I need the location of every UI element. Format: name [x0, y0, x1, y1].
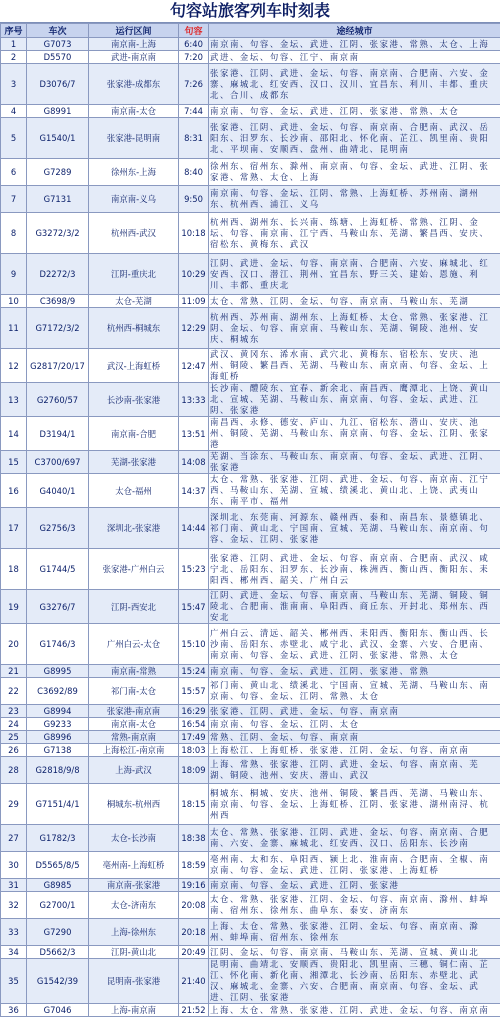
table-row	[1, 624, 500, 665]
train-number: D5570	[27, 51, 89, 64]
table-row	[1, 64, 500, 105]
route-section: 广州白云-太仓	[89, 624, 179, 665]
departure-time: 14:44	[179, 508, 209, 549]
train-number: G8994	[27, 705, 89, 718]
departure-time: 6:40	[179, 38, 209, 51]
train-number: G1782/3	[27, 825, 89, 852]
departure-time: 14:37	[179, 474, 209, 508]
row-number: 19	[1, 590, 27, 624]
train-number: G1746/3	[27, 624, 89, 665]
route-section: 上海-南京南	[89, 1004, 179, 1017]
via-cities: 上海、太仓、常熟、张家港、江阴、武进、金坛、句容、南京南	[209, 1004, 500, 1017]
row-number: 3	[1, 64, 27, 105]
row-number: 16	[1, 474, 27, 508]
departure-time: 20:08	[179, 892, 209, 919]
table-row	[1, 383, 500, 417]
departure-time: 17:49	[179, 731, 209, 744]
via-cities: 广州白云、清远、韶关、郴州西、耒阳西、衡阳东、衡山西、长沙南、岳阳东、赤壁北、咸宁北、武汉、金寨、六安、合肥南、南京南、句容、金坛、武进、江阴、张家港、常熟、太仓	[209, 624, 500, 665]
train-number: G2818/9/8	[27, 757, 89, 784]
route-section: 亳州南-上海虹桥	[89, 852, 179, 879]
row-number: 8	[1, 213, 27, 254]
train-number: G3276/7	[27, 590, 89, 624]
via-cities: 南京南、句容、金坛、武进、江阴、张家港、常熟、太仓	[209, 105, 500, 118]
departure-time: 7:20	[179, 51, 209, 64]
departure-time: 12:29	[179, 308, 209, 349]
train-number: C3692/89	[27, 678, 89, 705]
table-row	[1, 474, 500, 508]
row-number: 30	[1, 852, 27, 879]
route-section: 张家港-成都东	[89, 64, 179, 105]
train-number: G2756/3	[27, 508, 89, 549]
train-number: C3700/697	[27, 451, 89, 474]
route-section: 杭州西-武汉	[89, 213, 179, 254]
via-cities: 太仓、常熟、张家港、江阴、金坛、句容、南京南、滁州、蚌埠南、宿州东、徐州东、曲阜东、泰安、济南东	[209, 892, 500, 919]
departure-time: 13:51	[179, 417, 209, 451]
route-section: 南京南-太仓	[89, 105, 179, 118]
route-section: 桐城东-杭州西	[89, 784, 179, 825]
table-row	[1, 784, 500, 825]
route-section: 武汉-上海虹桥	[89, 349, 179, 383]
table-row	[1, 105, 500, 118]
via-cities: 杭州西、苏州南、湖州东、上海虹桥、太仓、常熟、张家港、江阴、金坛、句容、南京南、马鞍山东、芜湖、铜陵、池州、安庆、桐城东	[209, 308, 500, 349]
row-number: 7	[1, 186, 27, 213]
departure-time: 8:31	[179, 118, 209, 159]
route-section: 太仓-长沙南	[89, 825, 179, 852]
route-section: 徐州东-上海	[89, 159, 179, 186]
route-section: 上海-武汉	[89, 757, 179, 784]
table-row	[1, 38, 500, 51]
row-number: 33	[1, 919, 27, 946]
row-number: 20	[1, 624, 27, 665]
table-row	[1, 919, 500, 946]
via-cities: 亳州南、太和东、阜阳西、颍上北、淮南南、合肥南、全椒、南京南、句容、金坛、武进、江阴、张家港、上海虹桥	[209, 852, 500, 879]
table-row	[1, 254, 500, 295]
departure-time: 19:16	[179, 879, 209, 892]
table-row	[1, 295, 500, 308]
via-cities: 武汉、黄冈东、浠水南、武穴北、黄梅东、宿松东、安庆、池州、铜陵、繁昌西、芜湖、马鞍山东、南京南、句容、金坛、上海虹桥	[209, 349, 500, 383]
row-number: 29	[1, 784, 27, 825]
row-number: 15	[1, 451, 27, 474]
page-title: 句容站旅客列车时刻表	[0, 0, 500, 23]
route-section: 南京南-太仓	[89, 718, 179, 731]
via-cities: 深圳北、东莞南、河源东、赣州西、泰和、南昌东、景德镇北、祁门南、黄山北、宁国南、宣城、芜湖、马鞍山东、南京南、句容、金坛、江阴、张家港	[209, 508, 500, 549]
train-number: G3272/3/2	[27, 213, 89, 254]
train-number: D5565/8/5	[27, 852, 89, 879]
row-number: 35	[1, 959, 27, 1004]
departure-time: 15:24	[179, 665, 209, 678]
table-row	[1, 590, 500, 624]
route-section: 上海-徐州东	[89, 919, 179, 946]
departure-time: 14:08	[179, 451, 209, 474]
table-row	[1, 946, 500, 959]
via-cities: 昆明南、曲靖北、安顺西、贵阳北、凯里南、三穗、铜仁南、芷江、怀化南、新化南、湘潭北、长沙南、岳阳东、赤壁北、武汉、麻城北、金寨、六安、合肥南、南京南、句容、金坛、武进、江阴、张家港	[209, 959, 500, 1004]
train-number: G7046	[27, 1004, 89, 1017]
departure-time: 7:44	[179, 105, 209, 118]
train-number: G1744/5	[27, 549, 89, 590]
departure-time: 10:29	[179, 254, 209, 295]
via-cities: 张家港、江阴、武进、金坛、句容、南京南、合肥南、武汉、咸宁北、岳阳东、汨罗东、长沙南、株洲西、衡山西、衡阳东、耒阳西、郴州西、韶关、广州白云	[209, 549, 500, 590]
departure-time: 9:50	[179, 186, 209, 213]
via-cities: 张家港、江阴、武进、金坛、句容、南京南、合肥南、武汉、岳阳东、汨罗东、长沙南、邵阳北、怀化南、芷江、凯里南、贵阳北、平坝南、安顺西、盘州、曲靖北、昆明南	[209, 118, 500, 159]
via-cities: 徐州东、宿州东、滁州、南京南、句容、金坛、武进、江阴、张家港、常熟、太仓、上海	[209, 159, 500, 186]
row-number: 22	[1, 678, 27, 705]
table-row	[1, 879, 500, 892]
table-row	[1, 678, 500, 705]
departure-time: 11:09	[179, 295, 209, 308]
train-number: G7138	[27, 744, 89, 757]
route-section: 长沙南-张家港	[89, 383, 179, 417]
via-cities: 芜湖、当涂东、马鞍山东、南京南、句容、金坛、武进、江阴、张家港	[209, 451, 500, 474]
train-number: D3076/7	[27, 64, 89, 105]
table-row	[1, 118, 500, 159]
departure-time: 18:09	[179, 757, 209, 784]
departure-time: 20:18	[179, 919, 209, 946]
train-number: G7151/4/1	[27, 784, 89, 825]
departure-time: 13:33	[179, 383, 209, 417]
table-row	[1, 852, 500, 879]
route-section: 南京南-常熟	[89, 665, 179, 678]
route-section: 张家港-广州白云	[89, 549, 179, 590]
departure-time: 7:26	[179, 64, 209, 105]
departure-time: 15:47	[179, 590, 209, 624]
train-number: G2760/57	[27, 383, 89, 417]
departure-time: 8:40	[179, 159, 209, 186]
table-row	[1, 825, 500, 852]
via-cities: 南京南、句容、金坛、江阴、常熟、上海虹桥、苏州南、湖州东、杭州西、浦江、义乌	[209, 186, 500, 213]
train-number: G8985	[27, 879, 89, 892]
row-number: 24	[1, 718, 27, 731]
row-number: 14	[1, 417, 27, 451]
train-number: G7290	[27, 919, 89, 946]
route-section: 上海松江-南京南	[89, 744, 179, 757]
row-number: 13	[1, 383, 27, 417]
row-number: 6	[1, 159, 27, 186]
departure-time: 15:10	[179, 624, 209, 665]
route-section: 常熟-南京南	[89, 731, 179, 744]
via-cities: 张家港、江阴、武进、金坛、句容、南京南、合肥南、六安、金寨、麻城北、红安西、汉口、汉川、宜昌东、利川、丰都、重庆北、合川、成都东	[209, 64, 500, 105]
route-section: 武进-南京南	[89, 51, 179, 64]
row-number: 21	[1, 665, 27, 678]
departure-time: 12:47	[179, 349, 209, 383]
row-number: 26	[1, 744, 27, 757]
via-cities: 上海、常熟、张家港、江阴、武进、金坛、句容、南京南、芜湖、铜陵、池州、安庆、潜山、武汉	[209, 757, 500, 784]
departure-time: 10:18	[179, 213, 209, 254]
row-number: 9	[1, 254, 27, 295]
train-number: G9233	[27, 718, 89, 731]
route-section: 芜湖-张家港	[89, 451, 179, 474]
row-number: 27	[1, 825, 27, 852]
departure-time: 21:52	[179, 1004, 209, 1017]
route-section: 太仓-芜湖	[89, 295, 179, 308]
table-row	[1, 718, 500, 731]
table-row	[1, 51, 500, 64]
via-cities: 江阴、金坛、句容、南京南、马鞍山东、芜湖、宣城、黄山北	[209, 946, 500, 959]
via-cities: 江阴、武进、金坛、句容、南京南、合肥南、六安、麻城北、红安西、汉口、潜江、荆州、宜昌东、野三关、建始、恩施、利川、丰都、重庆北	[209, 254, 500, 295]
route-section: 南京南-义乌	[89, 186, 179, 213]
train-number: C3698/9	[27, 295, 89, 308]
departure-time: 18:59	[179, 852, 209, 879]
table-row	[1, 744, 500, 757]
table-row	[1, 308, 500, 349]
route-section: 太仓-济南东	[89, 892, 179, 919]
train-number: G2817/20/17	[27, 349, 89, 383]
train-number: D5662/3	[27, 946, 89, 959]
via-cities: 张家港、江阴、武进、金坛、句容、南京南	[209, 705, 500, 718]
route-section: 昆明南-张家港	[89, 959, 179, 1004]
row-number: 2	[1, 51, 27, 64]
train-number: G7073	[27, 38, 89, 51]
row-number: 23	[1, 705, 27, 718]
via-cities: 南京南、句容、金坛、武进、江阴、张家港	[209, 879, 500, 892]
departure-time: 16:29	[179, 705, 209, 718]
column-header-cities: 途经城市	[209, 24, 500, 38]
via-cities: 长沙南、醴陵东、宜春、新余北、南昌西、鹰潭北、上饶、黄山北、宣城、芜湖、马鞍山东、南京南、句容、金坛、武进、江阴、张家港	[209, 383, 500, 417]
route-section: 南京南-上海	[89, 38, 179, 51]
table-row	[1, 549, 500, 590]
row-number: 17	[1, 508, 27, 549]
route-section: 南京南-张家港	[89, 879, 179, 892]
via-cities: 上海松江、上海虹桥、张家港、江阴、金坛、句容、南京南	[209, 744, 500, 757]
row-number: 25	[1, 731, 27, 744]
train-number: G2700/1	[27, 892, 89, 919]
train-number: G7289	[27, 159, 89, 186]
table-row	[1, 959, 500, 1004]
column-header-section: 运行区间	[89, 24, 179, 38]
timetable	[0, 23, 500, 1017]
departure-time: 18:03	[179, 744, 209, 757]
train-number: G8991	[27, 105, 89, 118]
table-row	[1, 508, 500, 549]
route-section: 张家港-南京南	[89, 705, 179, 718]
row-number: 11	[1, 308, 27, 349]
via-cities: 祁门南、黄山北、绩溪北、宁国南、宣城、芜湖、马鞍山东、南京南、句容、金坛、江阴、常熟、太仓	[209, 678, 500, 705]
train-number: D2272/3	[27, 254, 89, 295]
row-number: 34	[1, 946, 27, 959]
row-number: 28	[1, 757, 27, 784]
route-section: 南京南-合肥	[89, 417, 179, 451]
via-cities: 南京南、句容、金坛、武进、江阴、张家港、常熟、太仓、上海	[209, 38, 500, 51]
row-number: 10	[1, 295, 27, 308]
departure-time: 16:54	[179, 718, 209, 731]
row-number: 31	[1, 879, 27, 892]
via-cities: 江阴、武进、金坛、句容、南京南、马鞍山东、芜湖、铜陵、铜陵北、合肥南、淮南南、阜阳西、商丘东、开封北、郑州东、西安北	[209, 590, 500, 624]
table-row	[1, 213, 500, 254]
table-row	[1, 159, 500, 186]
via-cities: 上海、太仓、常熟、张家港、江阴、金坛、句容、南京南、滁州、蚌埠南、宿州东、徐州东	[209, 919, 500, 946]
header-row	[1, 24, 500, 38]
train-number: G8995	[27, 665, 89, 678]
table-row	[1, 665, 500, 678]
via-cities: 南京南、句容、金坛、江阴、太仓	[209, 718, 500, 731]
row-number: 18	[1, 549, 27, 590]
train-number: D3194/1	[27, 417, 89, 451]
column-header-time: 句容	[179, 24, 209, 38]
table-row	[1, 705, 500, 718]
table-row	[1, 1004, 500, 1017]
via-cities: 太仓、常熟、张家港、江阴、武进、金坛、句容、南京南、江宁西、马鞍山东、芜湖、宣城、绩溪北、黄山北、上饶、武夷山东、南平市、福州	[209, 474, 500, 508]
via-cities: 南昌西、永修、德安、庐山、九江、宿松东、潜山、安庆、池州、铜陵、芜湖、马鞍山东、南京南、句容、金坛、江阴、张家港	[209, 417, 500, 451]
via-cities: 杭州西、湖州东、长兴南、练塘、上海虹桥、常熟、江阴、金坛、句容、南京南、江宁西、马鞍山东、芜湖、繁昌西、安庆、宿松东、黄梅东、武汉	[209, 213, 500, 254]
via-cities: 桐城东、桐城、安庆、池州、铜陵、繁昌西、芜湖、马鞍山东、南京南、句容、金坛、上海虹桥、江阴、张家港、湖州南浔、杭州西	[209, 784, 500, 825]
route-section: 张家港-昆明南	[89, 118, 179, 159]
row-number: 36	[1, 1004, 27, 1017]
train-number: G4040/1	[27, 474, 89, 508]
via-cities: 太仓、常熟、江阴、金坛、句容、南京南、马鞍山东、芜湖	[209, 295, 500, 308]
via-cities: 常熟、江阴、金坛、句容、南京南	[209, 731, 500, 744]
route-section: 深圳北-张家港	[89, 508, 179, 549]
departure-time: 21:40	[179, 959, 209, 1004]
route-section: 祁门南-太仓	[89, 678, 179, 705]
table-row	[1, 417, 500, 451]
row-number: 12	[1, 349, 27, 383]
train-number: G7172/3/2	[27, 308, 89, 349]
departure-time: 15:23	[179, 549, 209, 590]
route-section: 江阴-黄山北	[89, 946, 179, 959]
via-cities: 南京南、句容、金坛、武进、江阴、张家港、常熟	[209, 665, 500, 678]
row-number: 32	[1, 892, 27, 919]
departure-time: 15:57	[179, 678, 209, 705]
departure-time: 20:49	[179, 946, 209, 959]
via-cities: 太仓、常熟、张家港、江阴、武进、金坛、句容、南京南、合肥南、六安、金寨、麻城北、红安西、汉口、岳阳东、长沙南	[209, 825, 500, 852]
row-number: 5	[1, 118, 27, 159]
table-row	[1, 731, 500, 744]
table-row	[1, 349, 500, 383]
route-section: 江阴-西安北	[89, 590, 179, 624]
column-header-no: 序号	[1, 24, 27, 38]
table-row	[1, 892, 500, 919]
table-row	[1, 186, 500, 213]
via-cities: 武进、金坛、句容、江宁、南京南	[209, 51, 500, 64]
train-number: G8996	[27, 731, 89, 744]
table-row	[1, 757, 500, 784]
departure-time: 18:38	[179, 825, 209, 852]
departure-time: 18:15	[179, 784, 209, 825]
train-number: G1540/1	[27, 118, 89, 159]
route-section: 杭州西-桐城东	[89, 308, 179, 349]
train-number: G7131	[27, 186, 89, 213]
table-row	[1, 451, 500, 474]
column-header-train: 车次	[27, 24, 89, 38]
row-number: 1	[1, 38, 27, 51]
train-number: G1542/39	[27, 959, 89, 1004]
route-section: 太仓-福州	[89, 474, 179, 508]
row-number: 4	[1, 105, 27, 118]
route-section: 江阴-重庆北	[89, 254, 179, 295]
